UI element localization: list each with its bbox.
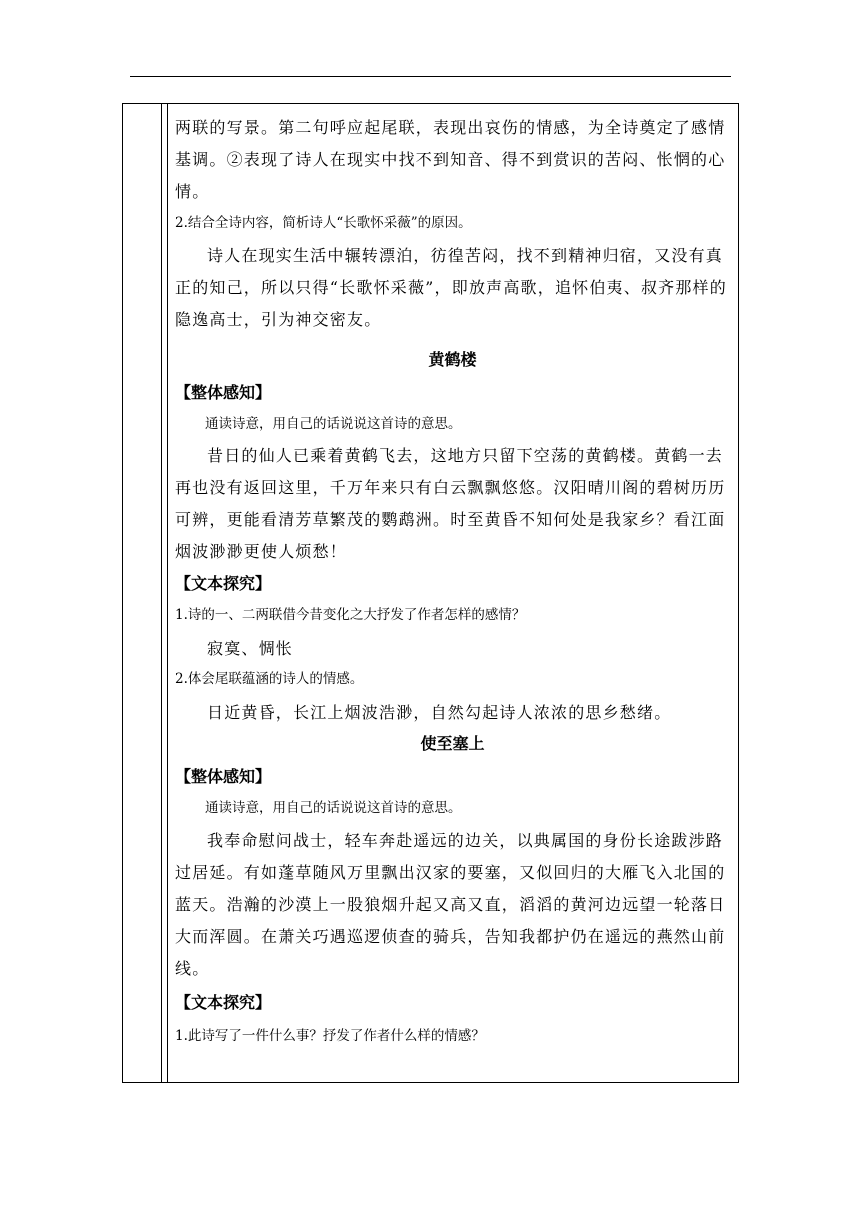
body-text-line: 昔日的仙人已乘着黄鹤飞去，这地方只留下空荡的黄鹤楼。黄鹤一去 xyxy=(207,446,724,465)
body-text-line: 蓝天。浩瀚的沙漠上一股狼烟升起又高又直，滔滔的黄河边远望一轮落日 xyxy=(175,895,726,914)
body-text-line: 可辨，更能看清芳草繁茂的鹦鹉洲。时至黄昏不知何处是我家乡？看江面 xyxy=(175,510,726,529)
section-heading: 使至塞上 xyxy=(420,734,485,753)
body-text-line: 情。 xyxy=(175,182,210,201)
body-text-line: 日近黄昏，长江上烟波浩渺，自然勾起诗人浓浓的思乡愁绪。 xyxy=(207,703,672,722)
question-line: 通读诗意，用自己的话说说这首诗的意思。 xyxy=(205,800,462,816)
body-text-line: 基调。②表现了诗人在现实中找不到知音、得不到赏识的苦闷、怅惘的心 xyxy=(175,150,726,169)
question-line: 2.体会尾联蕴涵的诗人的情感。 xyxy=(175,671,364,687)
table-column-line-right xyxy=(167,104,168,1082)
table-column-line-left xyxy=(161,104,162,1082)
question-line: 1.诗的一、二两联借今昔变化之大抒发了作者怎样的感情？ xyxy=(175,607,526,623)
body-text-line: 烟波渺渺更使人烦愁！ xyxy=(175,542,348,561)
body-text-line: 再也没有返回这里，千万年来只有白云飘飘悠悠。汉阳晴川阁的碧树历历 xyxy=(175,478,726,497)
answer-table xyxy=(122,103,739,1083)
section-label: 【整体感知】 xyxy=(175,767,272,786)
body-text-line: 诗人在现实生活中辗转漂泊，彷徨苦闷，找不到精神归宿，又没有真 xyxy=(207,246,724,265)
section-label: 【文本探究】 xyxy=(175,993,272,1012)
body-text-line: 过居延。有如蓬草随风万里飘出汉家的要塞，又似回归的大雁飞入北国的 xyxy=(175,863,726,882)
header-rule xyxy=(130,76,731,77)
body-text-line: 隐逸高士，引为神交密友。 xyxy=(175,310,382,329)
question-line: 1.此诗写了一件什么事？抒发了作者什么样的情感？ xyxy=(175,1028,485,1044)
body-text-line: 寂寞、惆怅 xyxy=(207,639,294,658)
body-text-line: 线。 xyxy=(175,959,210,978)
body-text-line: 正的知己，所以只得“长歌怀采薇”，即放声高歌，追怀伯夷、叔齐那样的 xyxy=(175,278,727,297)
question-line: 2.结合全诗内容，简析诗人“长歌怀采薇”的原因。 xyxy=(175,215,472,231)
body-text-line: 两联的写景。第二句呼应起尾联，表现出哀伤的情感，为全诗奠定了感情 xyxy=(175,118,726,137)
section-label: 【整体感知】 xyxy=(175,383,272,402)
body-text-line: 大而浑圆。在萧关巧遇巡逻侦查的骑兵，告知我都护仍在遥远的燕然山前 xyxy=(175,927,726,946)
body-text-line: 我奉命慰问战士，轻车奔赴遥远的边关，以典属国的身份长途跋涉路 xyxy=(207,831,724,850)
question-line: 通读诗意，用自己的话说说这首诗的意思。 xyxy=(205,416,462,432)
section-heading: 黄鹤楼 xyxy=(428,350,477,369)
section-label: 【文本探究】 xyxy=(175,574,272,593)
